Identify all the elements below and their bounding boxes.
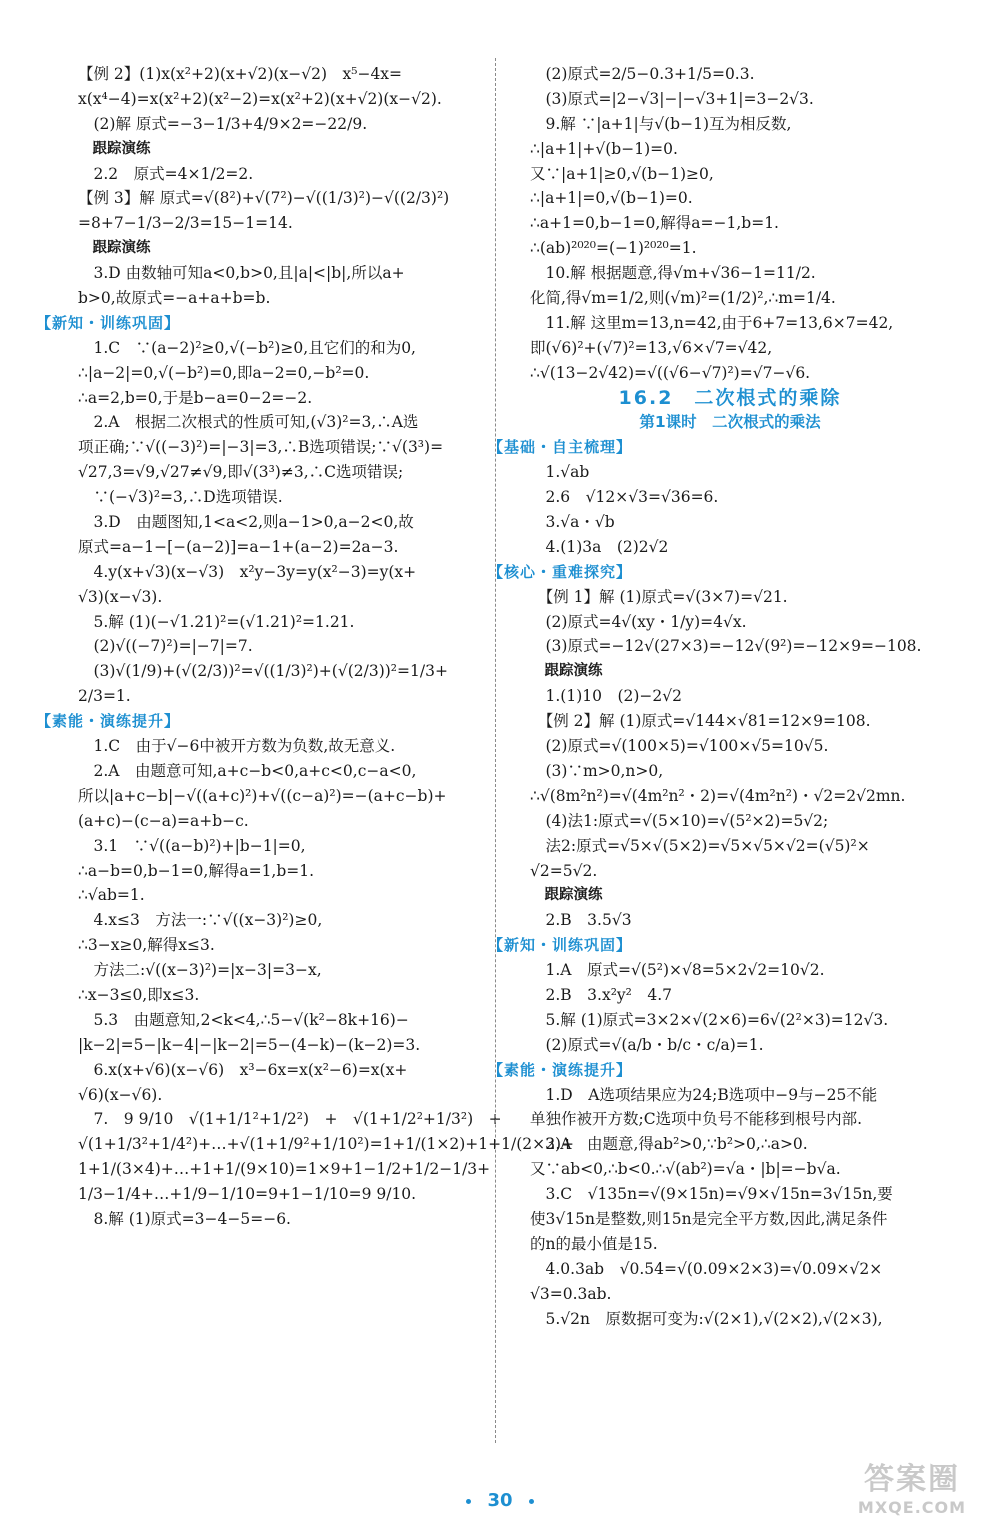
text-line: 2.B 3.5√3 bbox=[530, 911, 632, 930]
text-line: ∴a+1=0,b−1=0,解得a=−1,b=1. bbox=[530, 214, 779, 233]
text-line: 9.解 ∵|a+1|与√(b−1)互为相反数, bbox=[530, 114, 792, 133]
text-line: =8+7−1/3−2/3=15−1=14. bbox=[78, 214, 293, 233]
chapter-title: 16.2 二次根式的乘除 bbox=[618, 386, 842, 409]
text-line: 5.√2n 原数据可变为:√(2×1),√(2×2),√(2×3), bbox=[530, 1309, 883, 1328]
text-line: (2)原式=√(a/b・b/c・c/a)=1. bbox=[530, 1035, 764, 1054]
text-line: 4.x≤3 方法一:∵√((x−3)²)≥0, bbox=[78, 911, 323, 930]
text-line: (2)原式=√(100×5)=√100×√5=10√5. bbox=[530, 737, 829, 756]
text-line: 2.A 由题意可知,a+c−b<0,a+c<0,c−a<0, bbox=[78, 761, 417, 780]
text-line: 10.解 根据题意,得√m+√36−1=11/2. bbox=[530, 264, 816, 283]
text-line: (a+c)−(c−a)=a+b−c. bbox=[78, 811, 249, 830]
text-line: 3.D 由数轴可知a<0,b>0,且|a|<|b|,所以a+ bbox=[78, 264, 405, 283]
text-line: 又∵ab<0,∴b<0.∴√(ab²)=√a・|b|=−b√a. bbox=[530, 1160, 841, 1179]
text-line: 【例 2】解 (1)原式=√144×√81=12×9=108. bbox=[530, 712, 871, 731]
text-line: 3.D 由题图知,1<a<2,则a−1>0,a−2<0,故 bbox=[78, 513, 414, 532]
text-line: 5.解 (1)原式=3×2×√(2×6)=6√(2²×3)=12√3. bbox=[530, 1010, 889, 1029]
subsection-heading: 跟踪演练 bbox=[530, 663, 603, 680]
text-line: (3)原式=−12√(27×3)=−12√(9²)=−12×9=−108. bbox=[530, 637, 922, 656]
text-line: 【例 1】解 (1)原式=√(3×7)=√21. bbox=[530, 587, 788, 606]
dot-icon bbox=[529, 1499, 534, 1504]
text-line: (2)√((−7)²)=|−7|=7. bbox=[78, 637, 253, 656]
text-line: 1.√ab bbox=[530, 463, 590, 482]
section-heading: 【基础・自主梳理】 bbox=[488, 438, 633, 457]
text-line: ∴|a−2|=0,√(−b²)=0,即a−2=0,−b²=0. bbox=[78, 363, 370, 382]
text-line: 又∵|a+1|≥0,√(b−1)≥0, bbox=[530, 164, 714, 183]
page-number: 30 bbox=[487, 1490, 513, 1511]
text-line: 单独作被开方数;C选项中负号不能移到根号内部. bbox=[530, 1110, 863, 1129]
subsection-heading: 跟踪演练 bbox=[78, 240, 151, 257]
subsection-heading: 跟踪演练 bbox=[530, 887, 603, 904]
text-line: 2.2 原式=4×1/2=2. bbox=[78, 164, 254, 183]
section-heading: 【核心・重难探究】 bbox=[488, 562, 633, 581]
text-line: √27,3=√9,√27≠√9,即√(3³)≠3,∴C选项错误; bbox=[78, 463, 404, 482]
text-line: 【例 3】解 原式=√(8²)+√(7²)−√((1/3)²)−√((2/3)²) bbox=[78, 189, 450, 208]
text-line: x(x⁴−4)=x(x²+2)(x²−2)=x(x²+2)(x+√2)(x−√2). bbox=[78, 89, 442, 108]
text-line: √3)(x−√3). bbox=[78, 587, 163, 606]
text-line: 8.解 (1)原式=3−4−5=−6. bbox=[78, 1209, 291, 1228]
text-line: ∴x−3≤0,即x≤3. bbox=[78, 985, 200, 1004]
text-line: ∴√(13−2√42)=√((√6−√7)²)=√7−√6. bbox=[530, 363, 811, 382]
text-line: 6.x(x+√6)(x−√6) x³−6x=x(x²−6)=x(x+ bbox=[78, 1060, 408, 1079]
text-line: (4)法1:原式=√(5×10)=√(5²×2)=5√2; bbox=[530, 811, 829, 830]
text-line: 原式=a−1−[−(a−2)]=a−1+(a−2)=2a−3. bbox=[78, 537, 399, 556]
section-heading: 【素能・演练提升】 bbox=[36, 712, 181, 731]
text-line: 1.D A选项结果应为24;B选项中−9与−25不能 bbox=[530, 1085, 878, 1104]
text-line: 5.解 (1)(−√1.21)²=(√1.21)²=1.21. bbox=[78, 612, 355, 631]
text-line: 3.√a・√b bbox=[530, 513, 615, 532]
text-line: 项正确;∵√((−3)²)=|−3|=3,∴B选项错误;∵√(3³)= bbox=[78, 438, 444, 457]
text-line: 2.A 由题意,得ab²>0,∵b²>0,∴a>0. bbox=[530, 1135, 808, 1154]
watermark-logo: 答案圈 bbox=[864, 1462, 960, 1497]
text-line: 7. 9 9/10 √(1+1/1²+1/2²) + √(1+1/2²+1/3²) + bbox=[78, 1110, 502, 1129]
text-line: 3.C √135n=√(9×15n)=√9×√15n=3√15n,要 bbox=[530, 1185, 893, 1204]
text-line: 1.C ∵(a−2)²≥0,√(−b²)≥0,且它们的和为0, bbox=[78, 338, 416, 357]
text-line: 化简,得√m=1/2,则(√m)²=(1/2)²,∴m=1/4. bbox=[530, 289, 836, 308]
text-line: √2=5√2. bbox=[530, 861, 598, 880]
text-line: 1+1/(3×4)+…+1+1/(9×10)=1×9+1−1/2+1/2−1/3+ bbox=[78, 1160, 491, 1179]
text-line: ∴3−x≥0,解得x≤3. bbox=[78, 936, 215, 955]
text-line: ∴a=2,b=0,于是b−a=0−2=−2. bbox=[78, 388, 313, 407]
text-line: ∵(−√3)²=3,∴D选项错误. bbox=[78, 488, 283, 507]
right-column bbox=[488, 62, 930, 1331]
text-line: 2.A 根据二次根式的性质可知,(√3)²=3,∴A选 bbox=[78, 413, 419, 432]
text-line: ∴√ab=1. bbox=[78, 886, 145, 905]
text-line: 3.1 ∵√((a−b)²)+|b−1|=0, bbox=[78, 836, 306, 855]
text-line: 即(√6)²+(√7)²=13,√6×√7=√42, bbox=[530, 338, 773, 357]
text-line: √3=0.3ab. bbox=[530, 1284, 612, 1303]
text-line: 5.3 由题意知,2<k<4,∴5−√(k²−8k+16)− bbox=[78, 1010, 409, 1029]
watermark bbox=[842, 1462, 982, 1524]
text-line: 方法二:√((x−3)²)=|x−3|=3−x, bbox=[78, 961, 322, 980]
text-line: 的n的最小值是15. bbox=[530, 1234, 658, 1253]
column-divider bbox=[495, 58, 496, 1443]
text-line: (2)原式=2/5−0.3+1/5=0.3. bbox=[530, 65, 755, 83]
text-line: 4.0.3ab √0.54=√(0.09×2×3)=√0.09×√2× bbox=[530, 1259, 883, 1278]
section-heading: 【素能・演练提升】 bbox=[488, 1060, 633, 1079]
text-line: 1.A 原式=√(5²)×√8=5×2√2=10√2. bbox=[530, 961, 825, 980]
subsection-heading: 跟踪演练 bbox=[78, 140, 151, 157]
text-line: (3)原式=|2−√3|−|−√3+1|=3−2√3. bbox=[530, 89, 814, 108]
text-line: 1.C 由于√−6中被开方数为负数,故无意义. bbox=[78, 737, 396, 756]
text-line: ∴(ab)²⁰²⁰=(−1)²⁰²⁰=1. bbox=[530, 239, 697, 258]
text-line: 2/3=1. bbox=[78, 687, 131, 706]
text-line: (3)√(1/9)+(√(2/3))²=√((1/3)²)+(√(2/3))²=1/3+ bbox=[78, 662, 448, 681]
text-line: ∴|a+1|=0,√(b−1)=0. bbox=[530, 189, 693, 208]
text-line: 4.y(x+√3)(x−√3) x²y−3y=y(x²−3)=y(x+ bbox=[78, 562, 417, 581]
text-line: 1/3−1/4+…+1/9−1/10=9+1−1/10=9 9/10. bbox=[78, 1185, 417, 1204]
text-line: (3)∵m>0,n>0, bbox=[530, 761, 664, 780]
text-line: ∴√(8m²n²)=√(4m²n²・2)=√(4m²n²)・√2=2√2mn. bbox=[530, 786, 906, 805]
text-line: √6)(x−√6). bbox=[78, 1085, 163, 1104]
lesson-title: 第1课时 二次根式的乘法 bbox=[639, 413, 821, 432]
text-line: 4.(1)3a (2)2√2 bbox=[530, 537, 669, 556]
text-line: 所以|a+c−b|−√((a+c)²)+√((c−a)²)=−(a+c−b)+ bbox=[78, 786, 447, 805]
text-line: (2)解 原式=−3−1/3+4/9×2=−22/9. bbox=[78, 114, 368, 133]
dot-icon bbox=[466, 1499, 471, 1504]
watermark-url: MXQE.COM bbox=[857, 1498, 967, 1517]
text-line: ∴|a+1|+√(b−1)=0. bbox=[530, 139, 678, 158]
text-line: b>0,故原式=−a+a+b=b. bbox=[78, 289, 271, 308]
text-line: 2.B 3.x²y² 4.7 bbox=[530, 985, 673, 1004]
text-line: 使3√15n是整数,则15n是完全平方数,因此,满足条件 bbox=[530, 1209, 888, 1228]
text-line: |k−2|=5−|k−4|−|k−2|=5−(4−k)−(k−2)=3. bbox=[78, 1035, 421, 1054]
text-line: 法2:原式=√5×√(5×2)=√5×√5×√2=(√5)²× bbox=[530, 836, 870, 855]
text-line: 【例 2】(1)x(x²+2)(x+√2)(x−√2) x⁵−4x= bbox=[78, 65, 403, 83]
text-line: √(1+1/3²+1/4²)+…+√(1+1/9²+1/10²)=1+1/(1×2)+1+1/(2×3)+ bbox=[78, 1135, 575, 1154]
section-heading: 【新知・训练巩固】 bbox=[36, 313, 181, 332]
text-line: ∴a−b=0,b−1=0,解得a=1,b=1. bbox=[78, 861, 315, 880]
text-line: 2.6 √12×√3=√36=6. bbox=[530, 488, 719, 507]
text-line: (2)原式=4√(xy・1/y)=4√x. bbox=[530, 612, 747, 631]
section-heading: 【新知・训练巩固】 bbox=[488, 936, 633, 955]
text-line: 1.(1)10 (2)−2√2 bbox=[530, 687, 683, 706]
text-line: 11.解 这里m=13,n=42,由于6+7=13,6×7=42, bbox=[530, 313, 894, 332]
